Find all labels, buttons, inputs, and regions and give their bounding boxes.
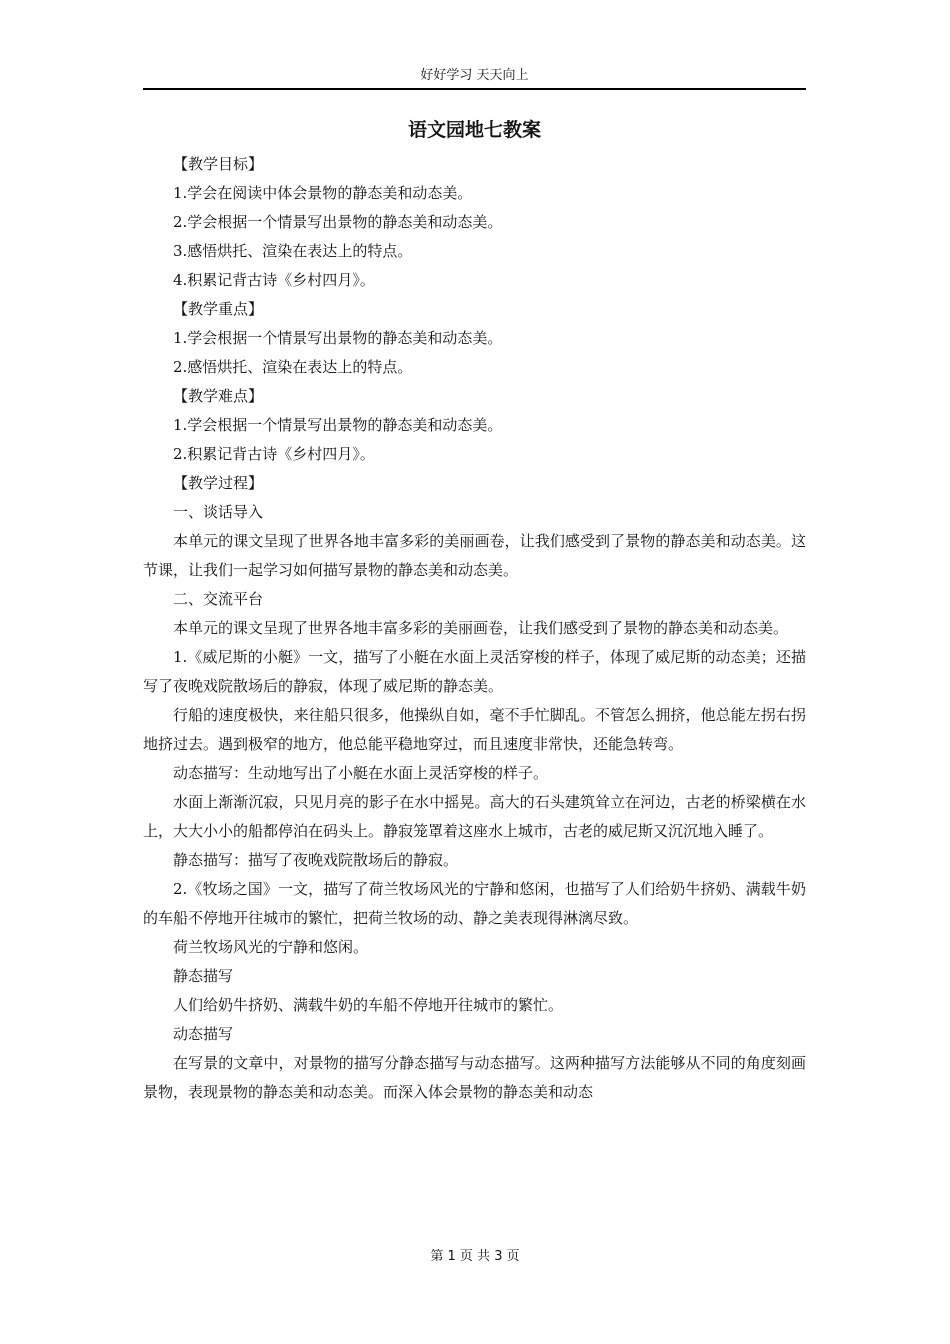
body-paragraph: 人们给奶牛挤奶、满载牛奶的车船不停地开往城市的繁忙。 [173,996,564,1014]
document-body [143,150,806,1107]
list-item: 1.学会根据一个情景写出景物的静态美和动态美。 [173,329,503,347]
list-item: 2.学会根据一个情景写出景物的静态美和动态美。 [173,213,503,231]
section-heading-difficulties: 【教学难点】 [173,387,264,405]
section-heading-key-points: 【教学重点】 [173,300,264,318]
page-header [143,66,806,90]
body-paragraph: 静态描写 [173,967,234,985]
page-footer [0,1247,950,1267]
body-paragraph: 动态描写 [173,1025,234,1043]
list-item: 2.积累记背古诗《乡村四月》。 [173,445,375,463]
body-paragraph: 行船的速度极快，来往船只很多，他操纵自如，毫不手忙脚乱。不管怎么拥挤，他总能左拐右拐地挤过去。遇到极窄的地方，他总能平稳地穿过，而且速度非常快，还能急转弯。 [143,706,806,753]
header-text: 好好学习 天天向上 [420,68,529,83]
body-paragraph: 本单元的课文呈现了世界各地丰富多彩的美丽画卷，让我们感受到了景物的静态美和动态美。 [173,619,789,637]
subsection-heading: 二、交流平台 [173,590,264,608]
body-paragraph: 2.《牧场之国》一文，描写了荷兰牧场风光的宁静和悠闲，也描写了人们给奶牛挤奶、满载牛奶的车船不停地开往城市的繁忙，把荷兰牧场的动、静之美表现得淋漓尽致。 [143,880,806,927]
body-paragraph: 水面上渐渐沉寂，只见月亮的影子在水中摇晃。高大的石头建筑耸立在河边，古老的桥梁横在水上，大大小小的船都停泊在码头上。静寂笼罩着这座水上城市，古老的威尼斯又沉沉地入睡了。 [143,793,806,840]
body-paragraph: 在写景的文章中，对景物的描写分静态描写与动态描写。这两种描写方法能够从不同的角度刻画景物，表现景物的静态美和动态美。而深入体会景物的静态美和动态 [143,1054,806,1101]
list-item: 3.感悟烘托、渲染在表达上的特点。 [173,242,413,260]
list-item: 1.学会根据一个情景写出景物的静态美和动态美。 [173,416,503,434]
list-item: 2.感悟烘托、渲染在表达上的特点。 [173,358,413,376]
page-number: 第 1 页 共 3 页 [430,1249,520,1264]
list-item: 4.积累记背古诗《乡村四月》。 [173,271,375,289]
body-paragraph: 本单元的课文呈现了世界各地丰富多彩的美丽画卷，让我们感受到了景物的静态美和动态美。这节课，让我们一起学习如何描写景物的静态美和动态美。 [143,532,806,579]
list-item: 1.学会在阅读中体会景物的静态美和动态美。 [173,184,473,202]
body-paragraph: 1.《威尼斯的小艇》一文，描写了小艇在水面上灵活穿梭的样子，体现了威尼斯的动态美；还描写了夜晚戏院散场后的静寂，体现了威尼斯的静态美。 [143,648,806,695]
body-paragraph: 动态描写：生动地写出了小艇在水面上灵活穿梭的样子。 [173,764,549,782]
document-title: 语文园地七教案 [407,119,541,141]
section-heading-objectives: 【教学目标】 [173,155,264,173]
section-heading-process: 【教学过程】 [173,474,264,492]
body-paragraph: 荷兰牧场风光的宁静和悠闲。 [173,938,369,956]
body-paragraph: 静态描写：描写了夜晚戏院散场后的静寂。 [173,851,459,869]
subsection-heading: 一、谈话导入 [173,503,264,521]
